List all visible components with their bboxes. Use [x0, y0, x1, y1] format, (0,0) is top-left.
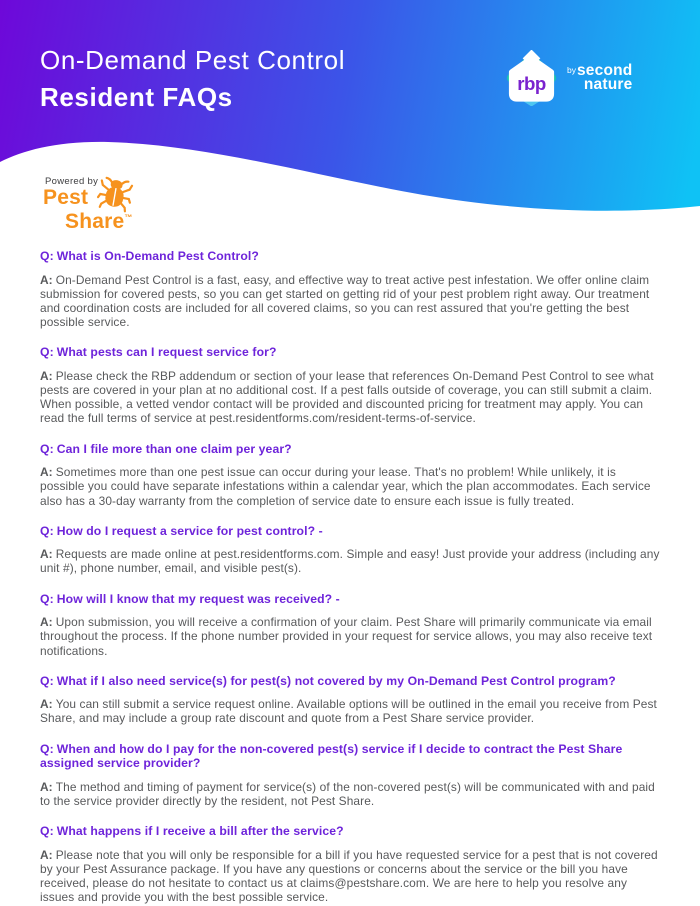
- answer-text: Requests are made online at pest.residentforms.com. Simple and easy! Just provide your address (including any unit #), phone number, email, and visible pest(s).: [40, 547, 660, 576]
- answer-text: Upon submission, you will receive a confirmation of your claim. Pest Share will primarily communicate via email throughout the process. If the phone number provided in your request for service allows, you may also receive text notifications.: [40, 615, 653, 658]
- faq-question: [40, 824, 662, 839]
- bug-icon: [93, 174, 136, 214]
- pest-share-logo: [43, 176, 132, 233]
- question-prefix: Q:: [40, 824, 54, 839]
- faq-item: [40, 742, 662, 808]
- second-nature-wordmark: [567, 64, 632, 91]
- question-text: How will I know that my request was received? -: [56, 591, 340, 606]
- faq-item: [40, 592, 662, 658]
- faq-item: [40, 674, 662, 726]
- faq-question: [40, 592, 662, 607]
- question-prefix: Q:: [40, 673, 54, 688]
- question-prefix: Q:: [40, 591, 54, 606]
- answer-text: Please check the RBP addendum or section of your lease that references On-Demand Pest Control to see what pests are covered in your plan at no additional cost. If a pest falls outside of coverage, you can still submit a claim. When possible, a vetted vendor contact will be provided and discounted pricing for treatment may apply. You can read the full terms of service at pest.residentforms.com/resident-terms-of-service.: [40, 368, 654, 426]
- page-title-line2: Resident FAQs: [40, 82, 233, 112]
- faq-question: [40, 524, 662, 539]
- faq-item: [40, 524, 662, 576]
- rbp-logo-text: rbp: [517, 72, 546, 94]
- question-text: What happens if I receive a bill after the service?: [56, 824, 344, 839]
- question-text: What is On-Demand Pest Control?: [56, 249, 259, 263]
- answer-text: On-Demand Pest Control is a fast, easy, and effective way to treat active pest infestation. We offer online claim submission for covered pests, so you can get started on getting rid of your pest problem right away. Our treatment and coordination costs are included for all covered claims, so you can rest assured that you're getting the best possible service.: [40, 272, 650, 330]
- question-text: When and how do I pay for the non-covered pest(s) service if I decide to contract the Pest Share assigned service provider?: [40, 741, 623, 771]
- powered-by-label: Powered by: [45, 176, 99, 187]
- faq-item: [40, 442, 662, 508]
- faq-list: [40, 249, 662, 904]
- answer-text: You can still submit a service request online. Available options will be outlined in the email you receive from Pest Share, and may include a group rate discount and quote from a Pest Share service provider.: [40, 697, 657, 726]
- answer-text: Please note that you will only be responsible for a bill if you have requested service for a pest that is not covered by your Pest Assurance package. If you have any questions or concerns about the service or the bill you have received, please do not hesitate to contact us at claims@pestshare.com. We are here to help you resolve any issues and provide you with the best possible service.: [40, 847, 658, 905]
- question-prefix: Q:: [40, 441, 54, 456]
- question-text: Can I file more than one claim per year?: [56, 441, 292, 456]
- faq-question: [40, 345, 662, 360]
- faq-answer: [40, 697, 662, 725]
- answer-prefix: A:: [40, 547, 53, 562]
- answer-prefix: A:: [40, 779, 53, 794]
- trademark-symbol: ™: [124, 213, 133, 222]
- answer-text: The method and timing of payment for service(s) of the non-covered pest(s) will be communicated with and paid to the service provider directly by the resident, not Pest Share.: [40, 779, 655, 808]
- faq-answer: [40, 273, 662, 330]
- pest-share-word-pest: Pest: [43, 186, 89, 209]
- question-text: How do I request a service for pest control? -: [56, 523, 323, 538]
- question-prefix: Q:: [40, 345, 54, 360]
- answer-prefix: A:: [40, 368, 53, 383]
- pest-share-word-share: Share: [65, 210, 125, 233]
- answer-text: Sometimes more than one pest issue can occur during your lease. That's no problem! While unlikely, it is possible you could have separate infestations within a calendar year, which the plan accommodates. Each service also has a 30-day warranty from the completion of service date to ensure each issue is fully treated.: [40, 465, 651, 508]
- question-text: What if I also need service(s) for pest(s) not covered by my On-Demand Pest Control program?: [56, 673, 616, 688]
- faq-question: [40, 442, 662, 457]
- faq-item: [40, 249, 662, 329]
- faq-question: [40, 674, 662, 689]
- brand-word-second: second: [576, 62, 633, 79]
- faq-answer: [40, 780, 662, 808]
- faq-answer: [40, 615, 662, 658]
- faq-answer: [40, 369, 662, 426]
- rbp-logo: [504, 50, 559, 106]
- page-title: [40, 42, 345, 116]
- faq-question: [40, 249, 662, 264]
- faq-item: [40, 345, 662, 425]
- answer-prefix: A:: [40, 272, 53, 287]
- brand-word-nature: nature: [583, 75, 633, 93]
- answer-prefix: A:: [40, 465, 53, 480]
- faq-answer: [40, 465, 662, 508]
- question-prefix: Q:: [40, 523, 54, 538]
- faq-answer: [40, 848, 662, 905]
- question-prefix: Q:: [40, 741, 54, 756]
- faq-item: [40, 824, 662, 904]
- rbp-second-nature-brand: [504, 50, 632, 106]
- by-label: by: [567, 65, 576, 75]
- question-prefix: Q:: [40, 249, 54, 263]
- question-text: What pests can I request service for?: [56, 345, 277, 360]
- faq-question: [40, 742, 662, 771]
- faq-answer: [40, 547, 662, 575]
- answer-prefix: A:: [40, 847, 53, 862]
- page-title-line1: On-Demand Pest Control: [40, 45, 346, 75]
- answer-prefix: A:: [40, 697, 53, 712]
- answer-prefix: A:: [40, 615, 53, 630]
